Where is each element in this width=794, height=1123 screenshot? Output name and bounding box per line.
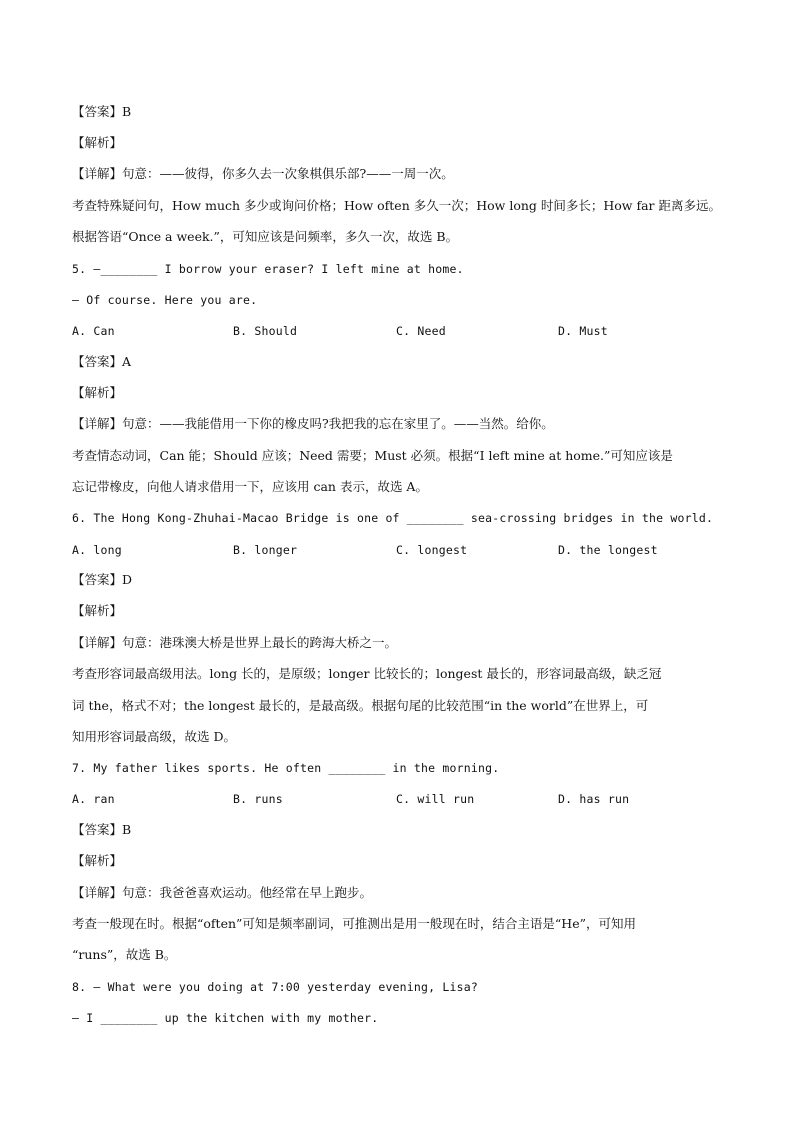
q7-option-d: D. has run [558, 792, 630, 806]
q6-analysis-heading: 【解析】 [72, 603, 123, 618]
q7-option-c: C. will run [396, 792, 475, 806]
q6-option-c: C. longest [396, 543, 468, 557]
q7-stem: 7. My father likes sports. He often ________ in the morning. [72, 761, 500, 775]
q8-stem: 8. — What were you doing at 7:00 yesterday evening, Lisa? [72, 980, 479, 994]
q6-explanation-1: 考查形容词最高级用法。long 长的，是原级；longer 比较长的；longest 最长的，形容词最高级，缺乏冠 [72, 666, 662, 681]
q6-option-a: A. long [72, 543, 122, 557]
q6-stem: 6. The Hong Kong-Zhuhai-Macao Bridge is one of ________ sea-crossing bridges in the world. [72, 511, 714, 525]
q5-explanation-1: 考查情态动词，Can 能；Should 应该；Need 需要；Must 必须。根据“I left mine at home.”可知应该是 [72, 448, 673, 463]
q7-explanation-2: “runs”，故选 B。 [72, 947, 177, 962]
q5-option-c: C. Need [396, 324, 446, 338]
q5-answer: 【答案】A [72, 354, 132, 369]
q6-explanation-2: 词 the，格式不对；the longest 最长的，是最高级。根据句尾的比较范围“in the world”在世界上，可 [72, 698, 649, 713]
q6-option-d: D. the longest [558, 543, 658, 557]
q7-detail: 【详解】句意：我爸爸喜欢运动。他经常在早上跑步。 [72, 885, 373, 900]
q5-option-b: B. Should [233, 324, 298, 338]
q7-option-b: B. runs [233, 792, 283, 806]
q6-option-b: B. longer [233, 543, 298, 557]
q7-option-a: A. ran [72, 792, 115, 806]
q5-explanation-2: 忘记带橡皮，向他人请求借用一下，应该用 can 表示，故选 A。 [72, 479, 428, 494]
q7-analysis-heading: 【解析】 [72, 853, 123, 868]
q7-explanation-1: 考查一般现在时。根据“often”可知是频率副词，可推测出是用一般现在时，结合主语是“He”，可知用 [72, 916, 636, 931]
q4-explanation-1: 考查特殊疑问句，How much 多少或询问价格；How often 多久一次；How long 时间多长；How far 距离多远。 [72, 198, 722, 213]
q6-answer: 【答案】D [72, 572, 133, 587]
q6-detail: 【详解】句意：港珠澳大桥是世界上最长的跨海大桥之一。 [72, 635, 398, 650]
q4-explanation-2: 根据答语“Once a week.”，可知应该是问频率，多久一次，故选 B。 [72, 229, 459, 244]
q4-detail: 【详解】句意：——彼得，你多久去一次象棋俱乐部?——一周一次。 [72, 166, 454, 181]
q4-answer: 【答案】B [72, 104, 132, 119]
q5-stem: 5. —________ I borrow your eraser? I left mine at home. [72, 262, 464, 276]
q7-answer: 【答案】B [72, 822, 132, 837]
q5-option-d: D. Must [558, 324, 608, 338]
q6-explanation-3: 知用形容词最高级，故选 D。 [72, 729, 236, 744]
q8-reply: — I ________ up the kitchen with my mother. [72, 1011, 379, 1025]
q5-detail: 【详解】句意：——我能借用一下你的橡皮吗?我把我的忘在家里了。——当然。给你。 [72, 416, 554, 431]
q4-analysis-heading: 【解析】 [72, 135, 123, 150]
q5-reply: — Of course. Here you are. [72, 293, 258, 307]
q5-option-a: A. Can [72, 324, 115, 338]
q5-analysis-heading: 【解析】 [72, 385, 123, 400]
